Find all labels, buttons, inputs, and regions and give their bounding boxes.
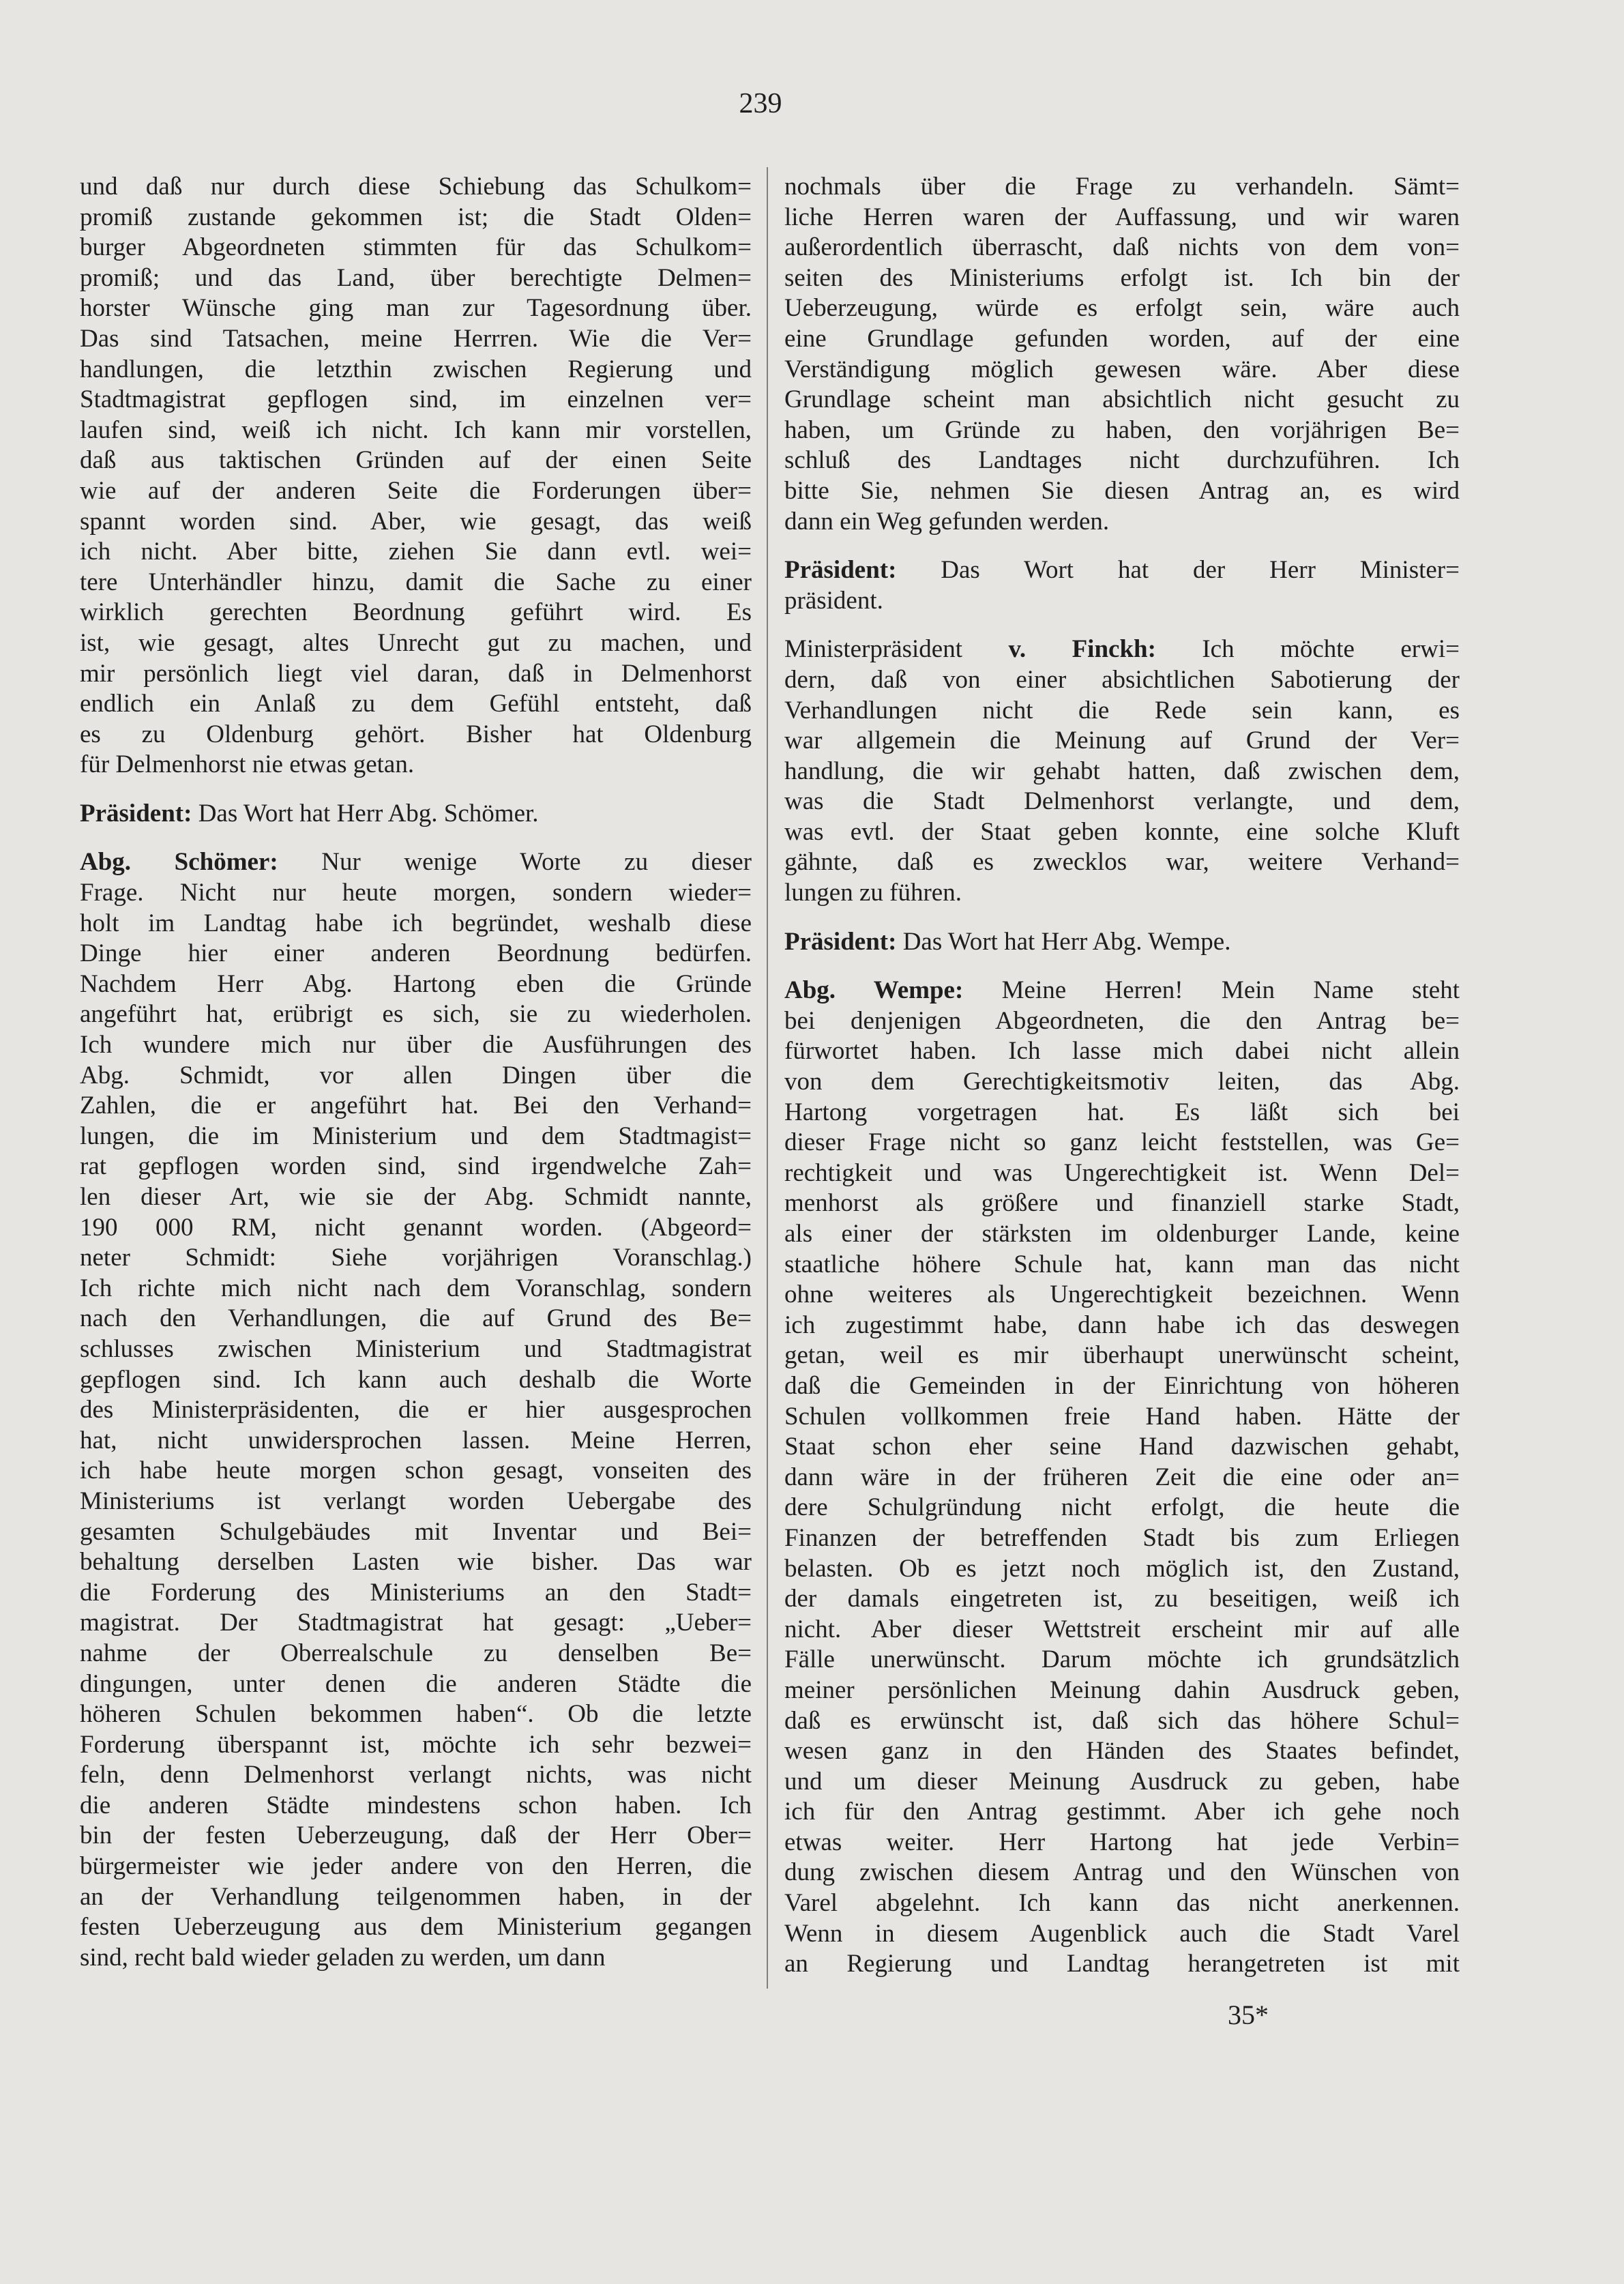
line-text: höheren Schulen bekommen haben“. Ob die letzte <box>80 1700 752 1729</box>
left-column <box>80 172 752 1991</box>
text-line <box>80 445 752 476</box>
text-line <box>784 233 1460 263</box>
text-line <box>784 1006 1460 1037</box>
text-line <box>784 1736 1460 1767</box>
text-line <box>80 1365 752 1396</box>
line-text: dern, daß von einer absichtlichen Sabotierung der <box>784 665 1460 694</box>
line-text: Ich möchte erwi= <box>1155 635 1460 664</box>
text-line <box>784 203 1460 233</box>
line-text: und daß nur durch diese Schiebung das Schulkom= <box>80 173 752 201</box>
line-text: Das sind Tatsachen, meine Herrren. Wie die Ver= <box>80 324 752 353</box>
line-text: Ich richte mich nicht nach dem Voranschlag, sondern <box>80 1274 752 1302</box>
text-line <box>784 1645 1460 1675</box>
line-text: Verständigung möglich gewesen wäre. Aber diese <box>784 355 1460 383</box>
line-text: wie auf der anderen Seite die Forderungen über= <box>80 476 752 505</box>
text-line <box>784 586 1460 617</box>
text-line <box>784 634 1460 665</box>
line-text: nach den Verhandlungen, die auf Grund des Be= <box>80 1304 752 1333</box>
text-line <box>80 750 752 780</box>
text-line <box>80 1851 752 1882</box>
text-line <box>80 1821 752 1851</box>
line-text: Finanzen der betreffenden Stadt bis zum Erliegen <box>784 1523 1460 1552</box>
line-text: wesen ganz in den Händen des Staates befindet, <box>784 1737 1460 1766</box>
text-line <box>80 1912 752 1943</box>
text-line <box>80 1760 752 1791</box>
text-line <box>80 1061 752 1092</box>
line-text: bürgermeister wie jeder andere von den Herren, die <box>80 1852 752 1881</box>
text-line <box>80 1091 752 1122</box>
line-text: menhorst als größere und finanziell starke Stadt, <box>784 1189 1460 1218</box>
text-line <box>80 659 752 690</box>
text-line <box>784 1584 1460 1615</box>
text-line <box>784 1523 1460 1554</box>
line-text: dung zwischen diesem Antrag und den Wünschen von <box>784 1858 1460 1887</box>
line-text: für Delmenhorst nie etwas getan. <box>80 750 415 779</box>
text-line <box>80 799 752 830</box>
text-line <box>784 1250 1460 1280</box>
text-line <box>80 263 752 294</box>
line-text: eine Grundlage gefunden worden, auf der eine <box>784 324 1460 353</box>
paragraph <box>80 172 752 780</box>
line-text: Schulen vollkommen freie Hand haben. Hätte der <box>784 1402 1460 1431</box>
line-text: holt im Landtag habe ich begründet, weshalb diese <box>80 909 752 937</box>
line-text: Ministeriums ist verlangt worden Uebergabe des <box>80 1487 752 1515</box>
line-text: lungen zu führen. <box>784 879 962 907</box>
line-text: Meine Herren! Mein Name steht <box>963 976 1460 1005</box>
text-line <box>784 385 1460 415</box>
text-line <box>784 507 1460 538</box>
text-line <box>80 203 752 233</box>
line-text: gesamten Schulgebäudes mit Inventar und Bei= <box>80 1517 752 1546</box>
line-text: feln, denn Delmenhorst verlangt nichts, was nicht <box>80 1761 752 1789</box>
text-line <box>80 507 752 538</box>
text-line <box>784 1432 1460 1463</box>
text-line <box>80 1274 752 1304</box>
text-line <box>80 172 752 203</box>
line-text: tere Unterhändler hinzu, damit die Sache zu einer <box>80 568 752 596</box>
line-text: dingungen, unter denen die anderen Städte die <box>80 1669 752 1698</box>
line-text: horster Wünsche ging man zur Tagesordnung über. <box>80 294 752 323</box>
line-text: dieser Frage nicht so ganz leicht feststellen, was Ge= <box>784 1128 1460 1157</box>
line-text: 190 000 RM, nicht genannt worden. (Abgeord= <box>80 1213 752 1242</box>
text-line <box>80 969 752 1000</box>
line-text: Abg. Schmidt, vor allen Dingen über die <box>80 1061 752 1089</box>
text-line <box>784 927 1460 958</box>
line-text: haben, um Gründe zu haben, den vorjährigen Be= <box>784 415 1460 444</box>
line-text: lungen, die im Ministerium und dem Stadtmagist= <box>80 1122 752 1150</box>
text-line <box>784 1188 1460 1219</box>
text-line <box>80 1791 752 1821</box>
text-line <box>80 385 752 415</box>
text-line <box>80 689 752 720</box>
line-text: war allgemein die Meinung auf Grund der Ver= <box>784 727 1460 755</box>
line-text: Dinge hier einer anderen Beordnung bedürfen. <box>80 939 752 968</box>
text-line <box>784 976 1460 1006</box>
speaker-label: Präsident: <box>784 927 897 956</box>
line-text: liche Herren waren der Auffassung, und wir waren <box>784 203 1460 231</box>
line-text: magistrat. Der Stadtmagistrat hat gesagt: „Ueber= <box>80 1609 752 1637</box>
text-line <box>80 1730 752 1761</box>
line-text: Nur wenige Worte zu dieser <box>278 848 752 877</box>
line-text: es zu Oldenburg gehört. Bisher hat Oldenburg <box>80 720 752 748</box>
line-text: daß es erwünscht ist, daß sich das höhere Schul= <box>784 1706 1460 1735</box>
text-line <box>784 726 1460 757</box>
text-line <box>80 1699 752 1730</box>
speaker-label: Abg. Schömer: <box>80 848 278 877</box>
speaker-label: Abg. Wempe: <box>784 976 964 1005</box>
text-line <box>784 1036 1460 1067</box>
text-line <box>784 324 1460 355</box>
paragraph <box>784 555 1460 616</box>
text-line <box>80 1639 752 1669</box>
page-number: 239 <box>739 88 782 119</box>
text-line <box>80 568 752 598</box>
line-text: gähnte, daß es zwecklos war, weitere Verhand= <box>784 848 1460 877</box>
line-text: ich zugestimmt habe, dann habe ich das deswegen <box>784 1311 1460 1339</box>
line-text: nahme der Oberrealschule zu denselben Be= <box>80 1639 752 1667</box>
line-text: hat, nicht unwidersprochen lassen. Meine Herren, <box>80 1426 752 1454</box>
line-text: rechtigkeit und was Ungerechtigkeit ist. Wenn Del= <box>784 1158 1460 1187</box>
text-line <box>784 415 1460 446</box>
text-line <box>784 1158 1460 1189</box>
line-text: gepflogen sind. Ich kann auch deshalb die Worte <box>80 1365 752 1394</box>
text-line <box>784 1615 1460 1645</box>
column-divider <box>767 167 768 1989</box>
line-text: wirklich gerechten Beordnung geführt wird. Es <box>80 598 752 627</box>
line-text: Fälle unerwünscht. Darum möchte ich grundsätzlich <box>784 1645 1460 1674</box>
text-line <box>784 172 1460 203</box>
text-line <box>784 1311 1460 1341</box>
text-line <box>80 1517 752 1548</box>
text-line <box>80 628 752 659</box>
text-line <box>80 1456 752 1487</box>
text-line <box>80 324 752 355</box>
line-text: dann wäre in der früheren Zeit die eine oder an= <box>784 1463 1460 1491</box>
text-line <box>784 1128 1460 1158</box>
text-line <box>784 878 1460 909</box>
text-line <box>784 817 1460 848</box>
line-text: was die Stadt Delmenhorst verlangte, und dem, <box>784 787 1460 816</box>
line-text: len dieser Art, wie sie der Abg. Schmidt nannte, <box>80 1183 752 1211</box>
text-line <box>784 263 1460 294</box>
line-text: Stadtmagistrat gepflogen sind, im einzelnen ver= <box>80 385 752 414</box>
line-text: neter Schmidt: Siehe vorjährigen Voranschlag.) <box>80 1244 752 1272</box>
line-text: nicht. Aber dieser Wettstreit erscheint mir auf alle <box>784 1615 1460 1643</box>
text-line <box>80 1487 752 1517</box>
text-line <box>80 1182 752 1213</box>
line-text: und um dieser Meinung Ausdruck zu geben, habe <box>784 1767 1460 1796</box>
text-line <box>80 1304 752 1334</box>
line-text: Nachdem Herr Abg. Hartong eben die Gründe <box>80 969 752 998</box>
line-text: angeführt hat, erübrigt es sich, sie zu wiederholen. <box>80 1000 752 1029</box>
text-line <box>784 1797 1460 1828</box>
line-text: rat gepflogen worden sind, sind irgendwelche Zah= <box>80 1152 752 1181</box>
line-text: Grundlage scheint man absichtlich nicht gesucht zu <box>784 385 1460 414</box>
text-line <box>80 1669 752 1700</box>
line-text: festen Ueberzeugung aus dem Ministerium gegangen <box>80 1913 752 1942</box>
text-line <box>784 787 1460 817</box>
line-text: belasten. Ob es jetzt noch möglich ist, den Zustand, <box>784 1554 1460 1583</box>
line-text: sind, recht bald wieder geladen zu werden, um dann <box>80 1943 606 1972</box>
line-text: Wenn in diesem Augenblick auch die Stadt Varel <box>784 1919 1460 1948</box>
line-text: schlusses zwischen Ministerium und Stadtmagistrat <box>80 1334 752 1363</box>
text-line <box>80 1608 752 1639</box>
text-line <box>784 1888 1460 1919</box>
text-line <box>784 555 1460 586</box>
text-line <box>80 476 752 507</box>
text-line <box>80 1152 752 1182</box>
text-line <box>80 355 752 385</box>
line-text: laufen sind, weiß ich nicht. Ich kann mir vorstellen, <box>80 415 752 444</box>
text-line <box>784 1219 1460 1250</box>
line-text: präsident. <box>784 586 883 615</box>
line-text: staatliche höhere Schule hat, kann man das nicht <box>784 1250 1460 1278</box>
text-line <box>80 293 752 324</box>
line-text: Das Wort hat der Herr Minister= <box>896 556 1460 585</box>
line-text: von dem Gerechtigkeitsmotiv leiten, das Abg. <box>784 1068 1460 1096</box>
line-text: ich für den Antrag gestimmt. Aber ich gehe noch <box>784 1798 1460 1826</box>
line-text: promiß zustande gekommen ist; die Stadt Olden= <box>80 203 752 231</box>
line-text: Staat schon eher seine Hand dazwischen gehabt, <box>784 1433 1460 1461</box>
text-line <box>784 1280 1460 1311</box>
line-text: fürwortet haben. Ich lasse mich dabei nicht allein <box>784 1037 1460 1066</box>
speaker-label: v. Finckh: <box>1008 635 1156 664</box>
text-line <box>80 1122 752 1152</box>
text-line <box>80 1547 752 1578</box>
line-text: nochmals über die Frage zu verhandeln. Sämt= <box>784 173 1460 201</box>
line-text: daß die Gemeinden in der Einrichtung von höheren <box>784 1371 1460 1400</box>
text-line <box>784 696 1460 727</box>
text-line <box>784 1675 1460 1706</box>
text-line <box>80 878 752 909</box>
text-line <box>80 1030 752 1061</box>
line-text: endlich ein Anlaß zu dem Gefühl entsteht, daß <box>80 690 752 718</box>
line-text: Forderung überspannt ist, möchte ich sehr bezwei= <box>80 1730 752 1759</box>
paragraph <box>80 847 752 1973</box>
line-text: schluß des Landtages nicht durchzuführen. Ich <box>784 446 1460 475</box>
paragraph <box>784 976 1460 1980</box>
line-text: Varel abgelehnt. Ich kann das nicht anerkennen. <box>784 1889 1460 1918</box>
text-line <box>784 355 1460 385</box>
text-line <box>784 1098 1460 1128</box>
line-text: mir persönlich liegt viel daran, daß in Delmenhorst <box>80 659 752 688</box>
line-text: Frage. Nicht nur heute morgen, sondern wieder= <box>80 879 752 907</box>
text-line <box>784 293 1460 324</box>
line-text: ohne weiteres als Ungerechtigkeit bezeichnen. Wenn <box>784 1280 1460 1309</box>
line-text: Verhandlungen nicht die Rede sein kann, es <box>784 696 1460 724</box>
text-line <box>784 1949 1460 1980</box>
line-text: etwas weiter. Herr Hartong hat jede Verbin= <box>784 1828 1460 1856</box>
paragraph <box>80 799 752 830</box>
text-line <box>784 1554 1460 1585</box>
line-text: Das Wort hat Herr Abg. Schömer. <box>192 799 539 828</box>
text-line <box>80 847 752 878</box>
speaker-label: Präsident: <box>784 556 897 585</box>
paragraph <box>784 634 1460 908</box>
text-line <box>784 1463 1460 1493</box>
text-line <box>784 1341 1460 1371</box>
line-text: behaltung derselben Lasten wie bisher. Das war <box>80 1548 752 1577</box>
text-line <box>80 1578 752 1609</box>
text-line <box>784 1858 1460 1888</box>
line-text: was evtl. der Staat geben konnte, eine solche Kluft <box>784 817 1460 846</box>
text-line <box>80 1882 752 1913</box>
line-text: ist, wie gesagt, altes Unrecht gut zu machen, und <box>80 628 752 657</box>
text-line <box>784 757 1460 787</box>
text-line <box>80 939 752 969</box>
text-line <box>784 1067 1460 1098</box>
text-line <box>784 1767 1460 1798</box>
line-text: handlungen, die letzthin zwischen Regierung und <box>80 355 752 383</box>
line-text: an der Verhandlung teilgenommen haben, in der <box>80 1882 752 1911</box>
text-line <box>80 1426 752 1456</box>
line-text: der damals eingetreten ist, zu beseitigen, weiß ich <box>784 1585 1460 1613</box>
line-text: Ueberzeugung, würde es erfolgt sein, wäre auch <box>784 294 1460 323</box>
text-line <box>80 1213 752 1244</box>
text-line <box>784 476 1460 507</box>
text-line <box>80 1943 752 1974</box>
line-text: promiß; und das Land, über berechtigte Delmen= <box>80 263 752 292</box>
text-line <box>80 233 752 263</box>
line-text: des Ministerpräsidenten, die er hier ausgesprochen <box>80 1396 752 1424</box>
line-text: burger Abgeordneten stimmten für das Schulkom= <box>80 233 752 262</box>
line-text: an Regierung und Landtag herangetreten ist mit <box>784 1950 1460 1978</box>
line-text: ich nicht. Aber bitte, ziehen Sie dann evtl. wei= <box>80 538 752 566</box>
paragraph <box>784 172 1460 537</box>
line-text: bin der festen Ueberzeugung, daß der Herr Ober= <box>80 1821 752 1850</box>
paragraph <box>784 927 1460 958</box>
signature-mark: 35* <box>1228 2000 1269 2030</box>
text-line <box>80 909 752 939</box>
line-text: handlung, die wir gehabt hatten, daß zwischen dem, <box>784 757 1460 785</box>
line-text: spannt worden sind. Aber, wie gesagt, das weiß <box>80 507 752 536</box>
line-text: seiten des Ministeriums erfolgt ist. Ich bin der <box>784 263 1460 292</box>
line-text: ich habe heute morgen schon gesagt, vonseiten des <box>80 1456 752 1485</box>
text-line <box>784 1402 1460 1433</box>
line-text: bitte Sie, nehmen Sie diesen Antrag an, es wird <box>784 476 1460 505</box>
line-text: als einer der stärksten im oldenburger Lande, keine <box>784 1220 1460 1248</box>
text-line <box>784 1919 1460 1950</box>
text-line <box>784 665 1460 696</box>
line-text: Ministerpräsident <box>784 635 1009 664</box>
line-text: meiner persönlichen Meinung dahin Ausdruck geben, <box>784 1675 1460 1704</box>
line-text: dann ein Weg gefunden werden. <box>784 507 1110 536</box>
line-text: Zahlen, die er angeführt hat. Bei den Verhand= <box>80 1092 752 1120</box>
line-text: getan, weil es mir überhaupt unerwünscht scheint, <box>784 1341 1460 1370</box>
text-line <box>80 415 752 446</box>
line-text: die anderen Städte mindestens schon haben. Ich <box>80 1791 752 1819</box>
text-line <box>80 1395 752 1426</box>
text-line <box>784 1706 1460 1737</box>
line-text: bei denjenigen Abgeordneten, die den Antrag be= <box>784 1006 1460 1035</box>
text-line <box>80 999 752 1030</box>
line-text: daß aus taktischen Gründen auf der einen Seite <box>80 446 752 475</box>
text-line <box>80 1334 752 1365</box>
line-text: Das Wort hat Herr Abg. Wempe. <box>896 927 1231 956</box>
line-text: dere Schulgründung nicht erfolgt, die heute die <box>784 1493 1460 1522</box>
line-text: Ich wundere mich nur über die Ausführungen des <box>80 1031 752 1059</box>
text-line <box>80 537 752 568</box>
line-text: die Forderung des Ministeriums an den Stadt= <box>80 1578 752 1607</box>
text-line <box>80 598 752 628</box>
speaker-label: Präsident: <box>80 799 192 828</box>
right-column <box>784 172 1460 1998</box>
text-line <box>784 1493 1460 1523</box>
text-line <box>784 1828 1460 1858</box>
line-text: Hartong vorgetragen hat. Es läßt sich bei <box>784 1098 1460 1126</box>
text-line <box>784 1371 1460 1402</box>
line-text: außerordentlich überrascht, daß nichts von dem von= <box>784 233 1460 262</box>
text-line <box>80 720 752 750</box>
text-line <box>784 847 1460 878</box>
text-line <box>784 445 1460 476</box>
text-line <box>80 1243 752 1274</box>
